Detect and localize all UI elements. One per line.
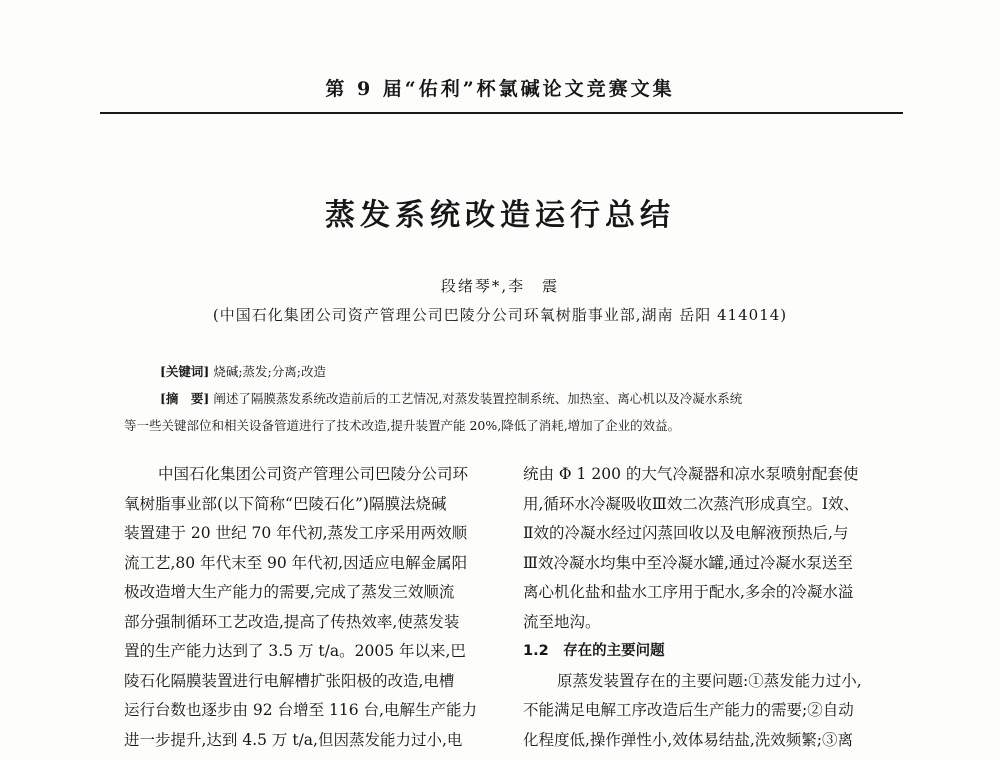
section-heading: 1.2 存在的主要问题	[523, 643, 665, 659]
article-title: 蒸发系统改造运行总结	[325, 198, 675, 233]
affiliation: (中国石化集团公司资产管理公司巴陵分公司环氧树脂事业部,湖南 岳阳 414014)	[212, 306, 788, 324]
keywords-line	[160, 362, 326, 380]
paragraph-line: 氧树脂事业部(以下简称“巴陵石化”)隔膜法烧碱	[124, 494, 447, 513]
abstract-line-2: 等一些关键部位和相关设备管道进行了技术改造,提升装置产能 20%,降低了消耗,增加了企业的效益。	[124, 418, 681, 433]
body-left-column	[124, 460, 494, 755]
paragraph-line: 部分强制循环工艺改造,提高了传热效率,使蒸发装	[124, 612, 460, 631]
paragraph-line: Ⅱ效的冷凝水经过闪蒸回收以及电解液预热后,与	[523, 524, 849, 542]
keywords-label: [关键词]	[160, 364, 210, 379]
paragraph-line: 原蒸发装置存在的主要问题:①蒸发能力过小,	[557, 671, 862, 690]
abstract-line-1	[160, 389, 742, 407]
abstract-text-1: 阐述了隔膜蒸发系统改造前后的工艺情况,对蒸发装置控制系统、加热室、离心机以及冷凝水系统	[213, 391, 743, 406]
paragraph-line: 化程度低,操作弹性小,效体易结盐,洗效频繁;③离	[523, 730, 854, 749]
paragraph-line: 运行台数也逐步由 92 台增至 116 台,电解生产能力	[124, 701, 477, 719]
keywords: 烧碱;蒸发;分离;改造	[213, 364, 326, 379]
paragraph-line: 进一步提升,达到 4.5 万 t/a,但因蒸发能力过小,电	[124, 730, 463, 749]
paragraph-line: 装置建于 20 世纪 70 年代初,蒸发工序采用两效顺	[124, 524, 468, 542]
journal-header: 第 9 届“佑利”杯氯碱论文竞赛文集	[325, 78, 675, 100]
paragraph-line: 离心机化盐和盐水工序用于配水,多余的冷凝水溢	[523, 583, 854, 601]
paragraph-line: Ⅲ效冷凝水均集中至冷凝水罐,通过冷凝水泵送至	[523, 553, 853, 572]
paragraph-line: 极改造增大生产能力的需要,完成了蒸发三效顺流	[124, 583, 455, 601]
paragraph-line: 统由 Φ 1 200 的大气冷凝器和凉水泵喷射配套使	[523, 465, 859, 483]
paragraph-line: 流至地沟。	[523, 612, 601, 631]
body-right-column	[523, 460, 901, 755]
paragraph-line: 置的生产能力达到了 3.5 万 t/a。2005 年以来,巴	[124, 642, 466, 660]
paragraph-line: 不能满足电解工序改造后生产能力的需要;②自动	[523, 701, 854, 719]
abstract-label: [摘 要]	[160, 391, 210, 406]
header-rule	[100, 112, 903, 114]
paragraph-line: 用,循环水冷凝吸收Ⅲ效二次蒸汽形成真空。Ⅰ效、	[523, 494, 859, 513]
authors: 段绪琴*,李 震	[440, 277, 560, 295]
paragraph-line: 陵石化隔膜装置进行电解槽扩张阳极的改造,电槽	[124, 671, 455, 690]
paragraph-line: 流工艺,80 年代末至 90 年代初,因适应电解金属阳	[124, 553, 468, 572]
paragraph-line: 中国石化集团公司资产管理公司巴陵分公司环	[158, 465, 469, 483]
